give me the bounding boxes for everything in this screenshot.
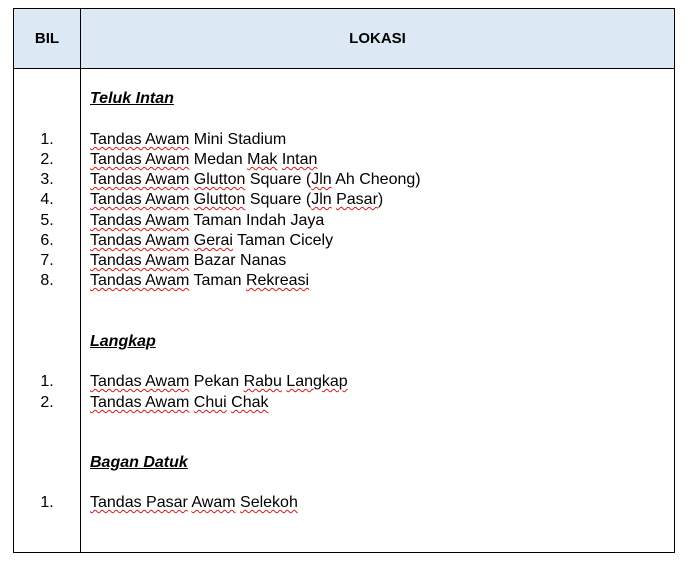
row-number: 2. [40, 151, 54, 168]
section-title-langkap: Langkap [90, 333, 156, 350]
location-text-segment: Tandas Awam [90, 272, 190, 289]
location-text-segment: Chak [231, 394, 269, 411]
section-title-bagan-datuk: Bagan Datuk [90, 454, 188, 471]
location-text-segment: Mak [247, 151, 278, 168]
location-text-segment: ) [377, 191, 384, 208]
location-text-segment: Intan [281, 151, 318, 168]
location-item [90, 170, 421, 190]
location-text-segment: Tandas Awam [90, 394, 190, 411]
header-lokasi: LOKASI [349, 30, 406, 47]
location-text-segment: Tandas Awam [90, 212, 190, 229]
location-item [90, 130, 286, 150]
location-text-segment: Tandas Awam [90, 252, 190, 269]
row-number: 6. [40, 232, 54, 249]
row-number: 7. [40, 252, 54, 269]
column-divider [80, 9, 81, 552]
row-number: 3. [40, 171, 54, 188]
location-item [90, 150, 317, 170]
location-text-segment: Rabu [243, 373, 282, 390]
location-item [90, 211, 324, 231]
location-text-segment: Selekoh [240, 494, 298, 511]
location-text-segment: Tandas Awam [90, 151, 190, 168]
location-text-segment: Ah Cheong) [331, 171, 421, 188]
location-text-segment: Mini Stadium [189, 131, 287, 148]
row-number: 1. [40, 373, 54, 390]
location-text-segment: Pekan [189, 373, 244, 390]
location-item [90, 251, 286, 271]
row-number: 4. [40, 191, 54, 208]
location-text-segment: Tandas Awam [90, 373, 190, 390]
location-text-segment: Pasar [336, 191, 378, 208]
location-text-segment: Chui [193, 394, 227, 411]
location-text-segment: Gerai [193, 232, 233, 249]
location-text-segment: Langkap [286, 373, 348, 390]
location-item [90, 372, 348, 392]
header-bil: BIL [34, 30, 60, 47]
location-item [90, 231, 333, 251]
location-item [90, 493, 298, 513]
location-item [90, 393, 269, 413]
location-text-segment: Glutton [193, 191, 246, 208]
location-text-segment: Square ( [245, 171, 312, 188]
location-text-segment: Tandas Awam [90, 232, 190, 249]
location-item [90, 271, 309, 291]
location-text-segment: Jln [311, 191, 332, 208]
location-text-segment: Taman Indah Jaya [189, 212, 325, 229]
location-text-segment: Bazar Nanas [189, 252, 287, 269]
location-text-segment: Jln [311, 171, 332, 188]
location-item [90, 190, 383, 210]
section-title-teluk-intan: Teluk Intan [90, 90, 174, 107]
location-text-segment: Square ( [245, 191, 312, 208]
location-text-segment: Rekreasi [245, 272, 310, 289]
location-text-segment: Tandas Pasar [90, 494, 188, 511]
location-text-segment: Awam [191, 494, 236, 511]
location-text-segment: Medan [189, 151, 248, 168]
location-text-segment: Tandas Awam [90, 131, 190, 148]
location-text-segment: Taman [189, 272, 246, 289]
location-table [13, 8, 675, 553]
row-number: 1. [40, 494, 54, 511]
row-number: 8. [40, 272, 54, 289]
location-text-segment: Tandas Awam [90, 191, 190, 208]
row-number: 2. [40, 394, 54, 411]
location-text-segment: Glutton [193, 171, 246, 188]
row-number: 1. [40, 131, 54, 148]
row-number: 5. [40, 212, 54, 229]
location-text-segment: Taman Cicely [232, 232, 334, 249]
location-text-segment: Tandas Awam [90, 171, 190, 188]
